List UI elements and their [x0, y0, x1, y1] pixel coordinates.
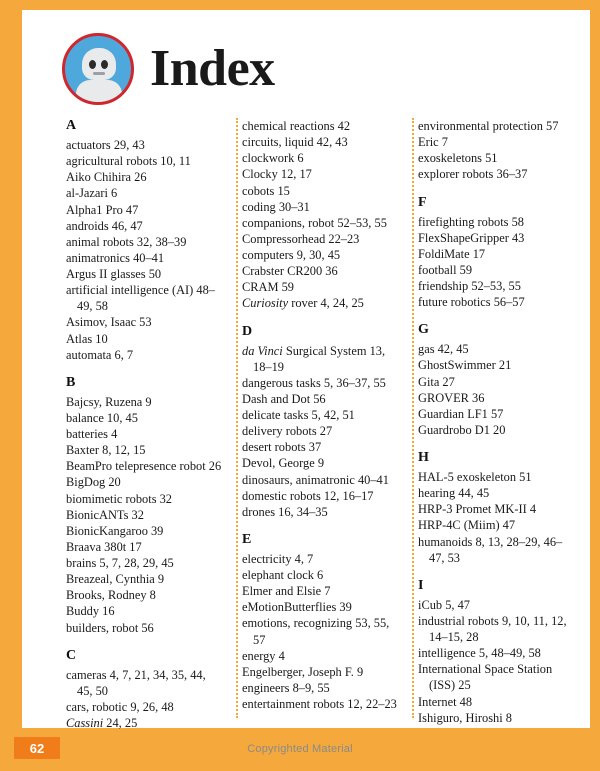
index-letter-heading: B — [66, 374, 76, 390]
index-entry: Buddy 16 — [66, 604, 115, 619]
index-entry: clockwork 6 — [242, 151, 304, 166]
index-entry: dinosaurs, animatronic 40–41 — [242, 472, 389, 487]
index-letter-heading: A — [66, 118, 77, 133]
index-entry: BeamPro telepresence robot 26 — [66, 459, 222, 474]
index-entry: batteries 4 — [66, 427, 118, 441]
index-entry: delivery robots 27 — [242, 424, 333, 439]
index-entry: elephant clock 6 — [242, 568, 324, 582]
index-entry: drones 16, 34–35 — [242, 504, 328, 519]
index-entry: automata 6, 7 — [66, 347, 134, 362]
index-entry: builders, robot 56 — [66, 620, 154, 635]
robot-eye-left — [89, 60, 96, 69]
index-entry: cars, robotic 9, 26, 48 — [66, 699, 174, 714]
index-entry: circuits, liquid 42, 43 — [242, 135, 348, 150]
index-letter-heading: E — [242, 531, 252, 547]
index-entry: Clocky 12, 17 — [242, 167, 312, 182]
index-entry: firefighting robots 58 — [418, 214, 524, 229]
index-entry: animatronics 40–41 — [66, 250, 165, 265]
index-entry: Gita 27 — [418, 374, 455, 389]
index-entry: androids 46, 47 — [66, 218, 143, 233]
index-entry: Alpha1 Pro 47 — [66, 202, 139, 217]
index-entry: Curiosity rover 4, 24, 25 — [242, 296, 364, 311]
index-entry: environmental protection 57 — [418, 119, 559, 133]
index-entry: Elmer and Elsie 7 — [242, 584, 331, 599]
page-sheet — [22, 10, 590, 728]
index-entry: FoldiMate 17 — [418, 246, 486, 261]
index-column-3 — [418, 118, 584, 725]
index-entry: cobots 15 — [242, 183, 290, 198]
index-entry: friendship 52–53, 55 — [418, 279, 521, 293]
index-entry: iCub 5, 47 — [418, 597, 470, 612]
index-letter-heading: H — [418, 450, 429, 465]
robot-head — [82, 48, 116, 80]
index-entry: Guardian LF1 57 — [418, 406, 504, 421]
index-columns — [66, 118, 586, 730]
index-entry: FlexShapeGripper 43 — [418, 230, 525, 245]
index-entry: Breazeal, Cynthia 9 — [66, 572, 165, 587]
index-entry: industrial robots 9, 10, 11, 12, 14–15, 28 — [418, 613, 567, 644]
index-entry: engineers 8–9, 55 — [242, 680, 330, 695]
column-divider-1 — [236, 118, 238, 718]
robot-logo — [62, 33, 134, 105]
index-entry: energy 4 — [242, 648, 285, 663]
index-entry: delicate tasks 5, 42, 51 — [242, 408, 355, 422]
index-entry: humanoids 8, 13, 28–29, 46–47, 53 — [418, 534, 563, 565]
index-entry: Ishiguro, Hiroshi 8 — [418, 710, 512, 725]
index-entry: animal robots 32, 38–39 — [66, 234, 187, 249]
index-entry: HRP-4C (Miim) 47 — [418, 518, 516, 533]
index-entry: computers 9, 30, 45 — [242, 248, 341, 262]
index-entry: balance 10, 45 — [66, 410, 138, 425]
index-entry: electricity 4, 7 — [242, 551, 314, 566]
index-entry: Argus II glasses 50 — [66, 267, 162, 281]
index-entry: hearing 44, 45 — [418, 486, 490, 501]
index-entry: intelligence 5, 48–49, 58 — [418, 646, 541, 661]
index-entry: dangerous tasks 5, 36–37, 55 — [242, 375, 386, 390]
index-entry: Dash and Dot 56 — [242, 391, 326, 406]
column-divider-2 — [412, 118, 414, 718]
index-entry: HAL-5 exoskeleton 51 — [418, 470, 532, 484]
index-entry: Crabster CR200 36 — [242, 264, 338, 279]
index-entry: Atlas 10 — [66, 331, 108, 346]
index-entry: CRAM 59 — [242, 280, 294, 295]
page-number: 62 — [14, 737, 60, 759]
index-entry: Baxter 8, 12, 15 — [66, 443, 146, 458]
index-entry: gas 42, 45 — [418, 342, 469, 357]
page-header — [62, 32, 275, 106]
index-entry: future robotics 56–57 — [418, 295, 525, 310]
index-entry: emotions, recognizing 53, 55, 57 — [242, 616, 390, 647]
index-entry: Guardrobo D1 20 — [418, 422, 506, 437]
index-entry: GROVER 36 — [418, 390, 485, 405]
index-entry: Eric 7 — [418, 135, 448, 150]
index-entry: eMotionButterflies 39 — [242, 600, 352, 615]
index-entry: Brooks, Rodney 8 — [66, 588, 156, 603]
index-entry: Devol, George 9 — [242, 456, 325, 471]
robot-eye-right — [101, 60, 108, 69]
index-entry: BigDog 20 — [66, 475, 121, 490]
index-letter-heading: G — [418, 322, 429, 338]
index-column-1 — [66, 118, 232, 730]
index-entry: da Vinci Surgical System 13, 18–19 — [242, 343, 386, 374]
index-column-2 — [242, 118, 408, 718]
index-entry: companions, robot 52–53, 55 — [242, 215, 387, 230]
index-entry: coding 30–31 — [242, 199, 310, 214]
index-entry: cameras 4, 7, 21, 34, 35, 44, 45, 50 — [66, 667, 206, 698]
index-letter-heading: F — [418, 194, 427, 210]
index-entry: chemical reactions 42 — [242, 119, 351, 133]
index-entry: Bajcsy, Ruzena 9 — [66, 394, 152, 409]
index-entry: Aiko Chihira 26 — [66, 170, 147, 185]
index-entry: entertainment robots 12, 22–23 — [242, 697, 397, 711]
index-entry: International Space Station (ISS) 25 — [418, 662, 553, 693]
page-title: Index — [150, 40, 275, 97]
index-entry: explorer robots 36–37 — [418, 167, 528, 182]
index-entry: Asimov, Isaac 53 — [66, 315, 152, 330]
index-entry: exoskeletons 51 — [418, 151, 498, 166]
robot-mouth — [93, 72, 105, 75]
index-letter-heading: I — [418, 577, 424, 593]
index-entry: Engelberger, Joseph F. 9 — [242, 664, 364, 679]
index-entry: Internet 48 — [418, 694, 473, 709]
index-entry: artificial intelligence (AI) 48–49, 58 — [66, 283, 215, 314]
index-entry: agricultural robots 10, 11 — [66, 154, 191, 169]
robot-body — [76, 80, 122, 105]
index-entry: BionicKangaroo 39 — [66, 523, 164, 538]
index-entry: al-Jazari 6 — [66, 186, 118, 201]
index-entry: football 59 — [418, 262, 473, 277]
index-entry: actuators 29, 43 — [66, 138, 145, 152]
index-entry: BionicANTs 32 — [66, 507, 144, 522]
index-entry: brains 5, 7, 28, 29, 45 — [66, 556, 174, 570]
index-letter-heading: D — [242, 323, 253, 339]
index-entry: Cassini 24, 25 — [66, 716, 138, 730]
index-letter-heading: C — [66, 647, 77, 663]
index-entry: biomimetic robots 32 — [66, 491, 172, 506]
index-entry: Braava 380t 17 — [66, 539, 142, 554]
bottom-copyright-notice: Copyrighted Material — [247, 743, 353, 755]
index-entry: HRP-3 Promet MK-II 4 — [418, 502, 537, 517]
index-entry: desert robots 37 — [242, 440, 322, 455]
index-entry: Compressorhead 22–23 — [242, 231, 360, 246]
index-entry: GhostSwimmer 21 — [418, 358, 512, 373]
index-entry: domestic robots 12, 16–17 — [242, 488, 374, 503]
